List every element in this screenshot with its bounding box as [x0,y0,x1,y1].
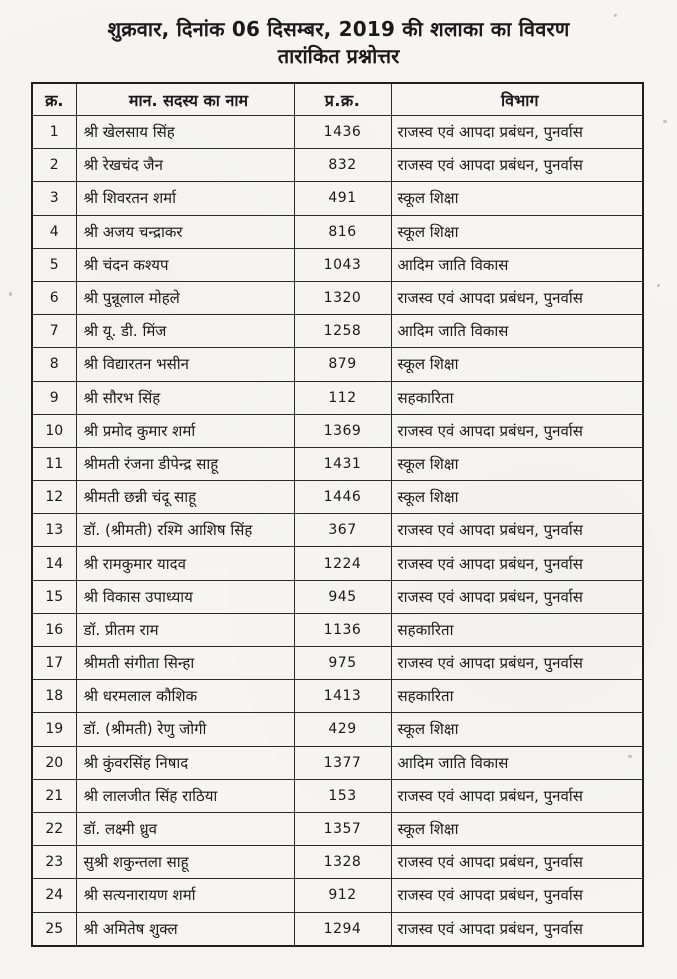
cell-department: राजस्व एवं आपदा प्रबंधन, पुनर्वास [391,879,643,912]
table-row [32,812,643,845]
cell-member-name: सुश्री शकुन्तला साहू [76,846,294,879]
table-row [32,680,643,713]
cell-member-name: डॉ. (श्रीमती) रश्मि आशिष सिंह [76,514,294,547]
cell-serial-number: 13 [32,514,76,547]
header-department: विभाग [391,83,643,116]
table-row [32,846,643,879]
cell-question-number: 1136 [294,613,391,646]
cell-question-number: 1446 [294,481,391,514]
cell-serial-number: 9 [32,381,76,414]
cell-department: आदिम जाति विकास [391,746,643,779]
table-row [32,746,643,779]
cell-department: राजस्व एवं आपदा प्रबंधन, पुनर्वास [391,414,643,447]
table-row [32,547,643,580]
cell-serial-number: 24 [32,879,76,912]
table-row [32,414,643,447]
scan-speck [663,120,667,123]
cell-serial-number: 25 [32,912,76,946]
cell-serial-number: 2 [32,149,76,182]
cell-department: स्कूल शिक्षा [391,182,643,215]
cell-question-number: 1320 [294,281,391,314]
cell-department: स्कूल शिक्षा [391,812,643,845]
cell-member-name: श्री प्रमोद कुमार शर्मा [76,414,294,447]
table-row [32,481,643,514]
cell-department: राजस्व एवं आपदा प्रबंधन, पुनर्वास [391,580,643,613]
cell-question-number: 912 [294,879,391,912]
cell-question-number: 1294 [294,912,391,946]
cell-department: सहकारिता [391,381,643,414]
cell-department: स्कूल शिक्षा [391,447,643,480]
cell-member-name: श्री रामकुमार यादव [76,547,294,580]
cell-department: स्कूल शिक्षा [391,348,643,381]
cell-serial-number: 4 [32,215,76,248]
table-row [32,713,643,746]
cell-serial-number: 18 [32,680,76,713]
cell-question-number: 1258 [294,315,391,348]
table-row [32,447,643,480]
cell-member-name: श्रीमती रंजना डीपेन्द्र साहू [76,447,294,480]
cell-serial-number: 21 [32,779,76,812]
table-body [32,116,643,946]
table-row [32,647,643,680]
cell-serial-number: 6 [32,281,76,314]
cell-serial-number: 5 [32,248,76,281]
cell-question-number: 1413 [294,680,391,713]
cell-member-name: श्री लालजीत सिंह राठिया [76,779,294,812]
cell-department: राजस्व एवं आपदा प्रबंधन, पुनर्वास [391,281,643,314]
table-row [32,514,643,547]
cell-member-name: श्री यू. डी. मिंज [76,315,294,348]
cell-department: सहकारिता [391,613,643,646]
cell-question-number: 1043 [294,248,391,281]
cell-member-name: श्री शिवरतन शर्मा [76,182,294,215]
cell-question-number: 945 [294,580,391,613]
cell-department: राजस्व एवं आपदा प्रबंधन, पुनर्वास [391,514,643,547]
cell-question-number: 1357 [294,812,391,845]
cell-member-name: डॉ. प्रीतम राम [76,613,294,646]
cell-question-number: 367 [294,514,391,547]
cell-member-name: डॉ. (श्रीमती) रेणु जोगी [76,713,294,746]
cell-member-name: डॉ. लक्ष्मी ध्रुव [76,812,294,845]
scan-speck [657,284,660,287]
cell-department: राजस्व एवं आपदा प्रबंधन, पुनर्वास [391,547,643,580]
table-row [32,879,643,912]
scan-speck [628,755,632,758]
table-row [32,215,643,248]
cell-serial-number: 15 [32,580,76,613]
cell-question-number: 491 [294,182,391,215]
cell-department: राजस्व एवं आपदा प्रबंधन, पुनर्वास [391,779,643,812]
cell-member-name: श्री विकास उपाध्याय [76,580,294,613]
cell-question-number: 879 [294,348,391,381]
cell-department: राजस्व एवं आपदा प्रबंधन, पुनर्वास [391,116,643,149]
table-header-row [32,83,643,116]
cell-department: राजस्व एवं आपदा प्रबंधन, पुनर्वास [391,912,643,946]
cell-question-number: 1431 [294,447,391,480]
document-title: शुक्रवार, दिनांक 06 दिसम्बर, 2019 की शलाका का विवरण [107,17,570,41]
cell-question-number: 153 [294,779,391,812]
cell-department: राजस्व एवं आपदा प्रबंधन, पुनर्वास [391,647,643,680]
cell-question-number: 1328 [294,846,391,879]
cell-department: राजस्व एवं आपदा प्रबंधन, पुनर्वास [391,846,643,879]
cell-department: सहकारिता [391,680,643,713]
cell-member-name: श्री सौरभ सिंह [76,381,294,414]
cell-member-name: श्री पुन्नूलाल मोहले [76,281,294,314]
cell-member-name: श्री कुंवरसिंह निषाद [76,746,294,779]
cell-serial-number: 12 [32,481,76,514]
cell-question-number: 1369 [294,414,391,447]
cell-serial-number: 20 [32,746,76,779]
cell-member-name: श्री विद्यारतन भसीन [76,348,294,381]
table-row [32,248,643,281]
cell-question-number: 975 [294,647,391,680]
cell-question-number: 1224 [294,547,391,580]
cell-member-name: श्री चंदन कश्यप [76,248,294,281]
table-row [32,381,643,414]
header-question-number: प्र.क्र. [294,83,391,116]
cell-department: आदिम जाति विकास [391,248,643,281]
cell-question-number: 429 [294,713,391,746]
header-member-name: मान. सदस्य का नाम [76,83,294,116]
cell-department: स्कूल शिक्षा [391,215,643,248]
cell-serial-number: 19 [32,713,76,746]
cell-department: आदिम जाति विकास [391,315,643,348]
table-row [32,315,643,348]
cell-serial-number: 17 [32,647,76,680]
cell-department: स्कूल शिक्षा [391,481,643,514]
table-row [32,182,643,215]
cell-question-number: 816 [294,215,391,248]
cell-member-name: श्री धरमलाल कौशिक [76,680,294,713]
table-row [32,580,643,613]
cell-serial-number: 22 [32,812,76,845]
cell-member-name: श्रीमती छन्नी चंदू साहू [76,481,294,514]
scan-speck [614,14,617,17]
table-row [32,912,643,946]
cell-member-name: श्री सत्यनारायण शर्मा [76,879,294,912]
starred-questions-table [31,82,644,947]
cell-member-name: श्री अमितेष शुक्ल [76,912,294,946]
cell-department: राजस्व एवं आपदा प्रबंधन, पुनर्वास [391,149,643,182]
cell-question-number: 1377 [294,746,391,779]
table-row [32,116,643,149]
cell-serial-number: 3 [32,182,76,215]
table-row [32,281,643,314]
cell-serial-number: 16 [32,613,76,646]
cell-serial-number: 8 [32,348,76,381]
cell-question-number: 832 [294,149,391,182]
table-row [32,613,643,646]
cell-member-name: श्री खेलसाय सिंह [76,116,294,149]
cell-serial-number: 10 [32,414,76,447]
cell-serial-number: 1 [32,116,76,149]
cell-member-name: श्री अजय चन्द्राकर [76,215,294,248]
cell-serial-number: 11 [32,447,76,480]
scan-speck [9,292,12,296]
header-serial-number: क्र. [32,83,76,116]
table-row [32,779,643,812]
table-row [32,149,643,182]
cell-serial-number: 23 [32,846,76,879]
cell-question-number: 1436 [294,116,391,149]
cell-department: स्कूल शिक्षा [391,713,643,746]
cell-member-name: श्री रेखचंद जैन [76,149,294,182]
cell-question-number: 112 [294,381,391,414]
document-subtitle: तारांकित प्रश्नोत्तर [277,44,400,68]
cell-member-name: श्रीमती संगीता सिन्हा [76,647,294,680]
cell-serial-number: 14 [32,547,76,580]
table-row [32,348,643,381]
cell-serial-number: 7 [32,315,76,348]
